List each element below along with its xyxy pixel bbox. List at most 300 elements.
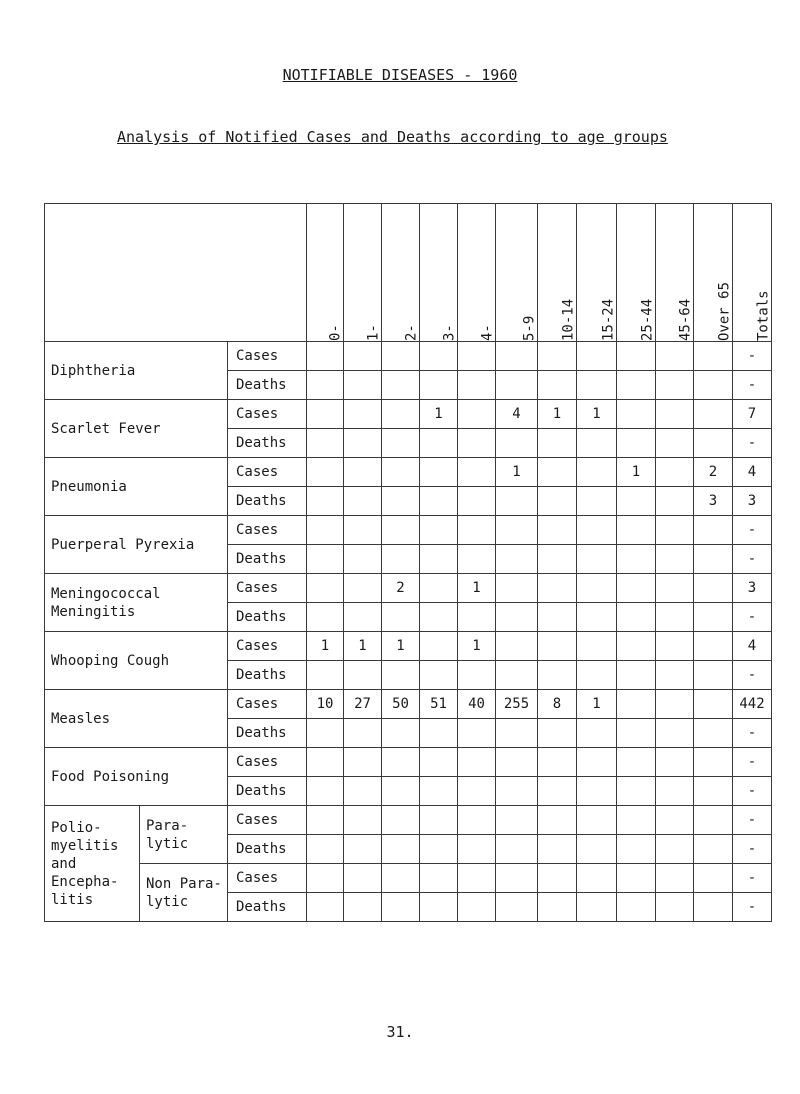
value-cell <box>307 603 344 632</box>
value-cell <box>656 748 694 777</box>
value-cell <box>496 516 538 545</box>
age-group-header-0 <box>307 204 344 342</box>
value-cell <box>382 835 420 864</box>
value-cell <box>344 429 382 458</box>
value-cell <box>307 458 344 487</box>
value-cell <box>617 864 656 893</box>
row-kind-label: Deaths <box>228 777 307 806</box>
value-cell <box>458 748 496 777</box>
total-cell: 4 <box>733 458 772 487</box>
value-cell <box>344 603 382 632</box>
value-cell <box>617 893 656 922</box>
value-cell <box>538 632 577 661</box>
value-cell <box>656 400 694 429</box>
value-cell <box>656 835 694 864</box>
value-cell <box>496 487 538 516</box>
age-group-header-4 <box>458 204 496 342</box>
value-cell <box>344 806 382 835</box>
table-row-scarlet-fever-cases <box>45 400 772 429</box>
total-cell: - <box>733 516 772 545</box>
value-cell: 1 <box>307 632 344 661</box>
value-cell <box>382 400 420 429</box>
value-cell <box>307 574 344 603</box>
value-cell: 2 <box>382 574 420 603</box>
value-cell <box>496 545 538 574</box>
value-cell <box>538 893 577 922</box>
value-cell <box>382 603 420 632</box>
age-group-label: 1- <box>365 324 382 341</box>
value-cell <box>496 661 538 690</box>
value-cell <box>656 893 694 922</box>
value-cell <box>382 516 420 545</box>
notifiable-diseases-table <box>44 203 772 922</box>
value-cell <box>458 777 496 806</box>
value-cell <box>694 545 733 574</box>
value-cell <box>458 603 496 632</box>
age-group-header-over-65 <box>694 204 733 342</box>
total-cell: 3 <box>733 574 772 603</box>
disease-name: Meningococcal Meningitis <box>45 574 228 632</box>
disease-name: Polio- myelitis and Encepha- litis <box>45 806 140 922</box>
disease-name: Diphtheria <box>45 342 228 400</box>
value-cell <box>617 777 656 806</box>
value-cell <box>538 835 577 864</box>
value-cell <box>382 864 420 893</box>
total-cell: 7 <box>733 400 772 429</box>
value-cell <box>458 835 496 864</box>
value-cell <box>382 719 420 748</box>
value-cell <box>577 545 617 574</box>
table-row-puerperal-pyrexia-cases <box>45 516 772 545</box>
value-cell <box>344 487 382 516</box>
age-group-header-3 <box>420 204 458 342</box>
value-cell <box>577 603 617 632</box>
value-cell: 1 <box>496 458 538 487</box>
value-cell <box>344 342 382 371</box>
value-cell <box>420 603 458 632</box>
age-group-label: 4- <box>479 324 496 341</box>
value-cell: 4 <box>496 400 538 429</box>
value-cell <box>617 574 656 603</box>
value-cell <box>617 429 656 458</box>
value-cell <box>538 458 577 487</box>
value-cell <box>458 487 496 516</box>
value-cell <box>656 661 694 690</box>
value-cell <box>382 487 420 516</box>
value-cell <box>420 777 458 806</box>
row-kind-label: Cases <box>228 458 307 487</box>
value-cell <box>458 719 496 748</box>
total-cell: - <box>733 806 772 835</box>
total-cell: - <box>733 748 772 777</box>
value-cell: 27 <box>344 690 382 719</box>
age-group-label: Totals <box>755 290 772 341</box>
age-group-label: 45-64 <box>677 298 694 341</box>
age-group-header-1 <box>344 204 382 342</box>
value-cell <box>617 835 656 864</box>
total-cell: - <box>733 864 772 893</box>
value-cell <box>307 777 344 806</box>
page-number: 31. <box>386 1023 414 1041</box>
value-cell <box>496 371 538 400</box>
value-cell <box>538 545 577 574</box>
value-cell <box>307 864 344 893</box>
value-cell <box>577 458 617 487</box>
value-cell <box>694 777 733 806</box>
value-cell <box>496 835 538 864</box>
value-cell <box>307 719 344 748</box>
age-group-header-25-44 <box>617 204 656 342</box>
value-cell <box>344 371 382 400</box>
row-kind-label: Deaths <box>228 487 307 516</box>
value-cell <box>496 574 538 603</box>
row-kind-label: Cases <box>228 690 307 719</box>
value-cell <box>307 835 344 864</box>
row-kind-label: Cases <box>228 574 307 603</box>
value-cell <box>344 748 382 777</box>
value-cell <box>420 516 458 545</box>
disease-name: Puerperal Pyrexia <box>45 516 228 574</box>
value-cell <box>577 574 617 603</box>
value-cell <box>420 574 458 603</box>
value-cell <box>420 342 458 371</box>
value-cell <box>420 458 458 487</box>
value-cell <box>577 806 617 835</box>
total-cell: 3 <box>733 487 772 516</box>
value-cell: 51 <box>420 690 458 719</box>
row-kind-label: Deaths <box>228 893 307 922</box>
value-cell <box>420 487 458 516</box>
value-cell <box>577 661 617 690</box>
value-cell: 255 <box>496 690 538 719</box>
row-kind-label: Deaths <box>228 545 307 574</box>
age-group-label: 5-9 <box>521 315 538 341</box>
total-cell: - <box>733 545 772 574</box>
value-cell <box>458 893 496 922</box>
value-cell <box>694 632 733 661</box>
value-cell <box>656 487 694 516</box>
row-kind-label: Cases <box>228 400 307 429</box>
value-cell <box>538 864 577 893</box>
value-cell <box>307 893 344 922</box>
value-cell: 1 <box>420 400 458 429</box>
value-cell <box>694 371 733 400</box>
value-cell <box>577 748 617 777</box>
value-cell <box>656 603 694 632</box>
table-row-polio-non-para-lytic-cases <box>45 864 772 893</box>
value-cell <box>617 400 656 429</box>
row-kind-label: Cases <box>228 632 307 661</box>
age-group-header-5-9 <box>496 204 538 342</box>
table-row-polio-para-lytic-cases <box>45 806 772 835</box>
value-cell <box>694 690 733 719</box>
value-cell: 10 <box>307 690 344 719</box>
value-cell: 50 <box>382 690 420 719</box>
value-cell <box>382 371 420 400</box>
total-cell: - <box>733 777 772 806</box>
value-cell <box>496 777 538 806</box>
value-cell <box>617 806 656 835</box>
value-cell <box>656 371 694 400</box>
value-cell <box>344 719 382 748</box>
value-cell: 1 <box>577 400 617 429</box>
value-cell <box>656 516 694 545</box>
value-cell <box>617 516 656 545</box>
disease-name: Scarlet Fever <box>45 400 228 458</box>
value-cell <box>496 342 538 371</box>
total-cell: - <box>733 429 772 458</box>
value-cell <box>344 864 382 893</box>
disease-name: Whooping Cough <box>45 632 228 690</box>
value-cell <box>656 864 694 893</box>
value-cell <box>496 864 538 893</box>
value-cell <box>420 429 458 458</box>
row-kind-label: Deaths <box>228 661 307 690</box>
value-cell: 2 <box>694 458 733 487</box>
polio-subgroup-name: Non Para- lytic <box>140 864 228 922</box>
value-cell <box>307 516 344 545</box>
value-cell <box>577 371 617 400</box>
row-kind-label: Cases <box>228 342 307 371</box>
value-cell: 1 <box>344 632 382 661</box>
value-cell <box>656 458 694 487</box>
value-cell <box>382 458 420 487</box>
value-cell <box>538 516 577 545</box>
value-cell <box>538 719 577 748</box>
value-cell: 8 <box>538 690 577 719</box>
table-row-pneumonia-cases <box>45 458 772 487</box>
page-title: NOTIFIABLE DISEASES - 1960 <box>282 66 518 84</box>
value-cell <box>694 835 733 864</box>
value-cell <box>382 777 420 806</box>
value-cell <box>577 777 617 806</box>
table-row-measles-cases <box>45 690 772 719</box>
age-group-label: 2- <box>403 324 420 341</box>
total-cell: 442 <box>733 690 772 719</box>
value-cell <box>344 574 382 603</box>
age-group-header-15-24 <box>577 204 617 342</box>
value-cell: 1 <box>458 574 496 603</box>
header-disease-blank <box>45 204 307 342</box>
value-cell <box>656 429 694 458</box>
value-cell <box>656 690 694 719</box>
value-cell: 1 <box>617 458 656 487</box>
value-cell <box>577 487 617 516</box>
value-cell <box>458 545 496 574</box>
value-cell <box>617 603 656 632</box>
value-cell <box>420 835 458 864</box>
value-cell <box>496 719 538 748</box>
total-cell: - <box>733 661 772 690</box>
value-cell <box>307 487 344 516</box>
value-cell <box>694 400 733 429</box>
value-cell <box>382 661 420 690</box>
value-cell <box>656 777 694 806</box>
value-cell <box>694 893 733 922</box>
value-cell <box>694 429 733 458</box>
table-row-whooping-cough-cases <box>45 632 772 661</box>
value-cell <box>382 893 420 922</box>
value-cell <box>617 545 656 574</box>
value-cell <box>577 893 617 922</box>
value-cell <box>307 545 344 574</box>
value-cell <box>458 429 496 458</box>
value-cell <box>382 545 420 574</box>
value-cell <box>458 342 496 371</box>
value-cell <box>656 632 694 661</box>
header-row <box>45 204 772 342</box>
total-cell: - <box>733 893 772 922</box>
value-cell <box>577 864 617 893</box>
value-cell <box>656 545 694 574</box>
age-group-label: 25-44 <box>639 298 656 341</box>
value-cell <box>538 661 577 690</box>
value-cell <box>458 661 496 690</box>
value-cell <box>420 545 458 574</box>
value-cell <box>458 516 496 545</box>
disease-name: Measles <box>45 690 228 748</box>
value-cell <box>458 864 496 893</box>
value-cell: 40 <box>458 690 496 719</box>
value-cell <box>577 719 617 748</box>
row-kind-label: Deaths <box>228 603 307 632</box>
value-cell <box>496 893 538 922</box>
page-subtitle: Analysis of Notified Cases and Deaths according to age groups <box>117 128 668 146</box>
value-cell <box>382 748 420 777</box>
value-cell <box>420 719 458 748</box>
value-cell: 1 <box>458 632 496 661</box>
row-kind-label: Deaths <box>228 371 307 400</box>
value-cell <box>538 806 577 835</box>
age-group-label: 3- <box>441 324 458 341</box>
value-cell <box>694 603 733 632</box>
value-cell <box>382 342 420 371</box>
value-cell <box>344 835 382 864</box>
value-cell <box>382 429 420 458</box>
value-cell <box>577 342 617 371</box>
value-cell <box>538 342 577 371</box>
value-cell <box>538 487 577 516</box>
table-row-diphtheria-cases <box>45 342 772 371</box>
value-cell <box>538 748 577 777</box>
value-cell <box>307 400 344 429</box>
value-cell <box>458 371 496 400</box>
value-cell <box>656 719 694 748</box>
value-cell <box>694 719 733 748</box>
value-cell <box>577 632 617 661</box>
age-group-label: 0- <box>327 324 344 341</box>
value-cell <box>617 748 656 777</box>
row-kind-label: Deaths <box>228 835 307 864</box>
value-cell <box>496 632 538 661</box>
value-cell <box>344 545 382 574</box>
value-cell <box>538 574 577 603</box>
table-row-food-poisoning-cases <box>45 748 772 777</box>
value-cell <box>496 429 538 458</box>
total-cell: - <box>733 342 772 371</box>
value-cell <box>656 806 694 835</box>
value-cell <box>420 371 458 400</box>
row-kind-label: Deaths <box>228 429 307 458</box>
value-cell <box>617 719 656 748</box>
value-cell <box>656 574 694 603</box>
value-cell <box>694 661 733 690</box>
disease-name: Pneumonia <box>45 458 228 516</box>
value-cell <box>307 371 344 400</box>
total-cell: - <box>733 719 772 748</box>
value-cell <box>656 342 694 371</box>
value-cell <box>458 806 496 835</box>
value-cell: 1 <box>577 690 617 719</box>
value-cell <box>694 574 733 603</box>
age-group-label: Over 65 <box>716 281 733 341</box>
value-cell <box>420 893 458 922</box>
row-kind-label: Cases <box>228 806 307 835</box>
row-kind-label: Cases <box>228 748 307 777</box>
value-cell <box>496 603 538 632</box>
value-cell <box>307 661 344 690</box>
value-cell: 1 <box>538 400 577 429</box>
value-cell <box>420 748 458 777</box>
value-cell <box>617 342 656 371</box>
value-cell <box>458 400 496 429</box>
polio-subgroup-name: Para- lytic <box>140 806 228 864</box>
value-cell <box>577 429 617 458</box>
value-cell <box>694 342 733 371</box>
value-cell <box>538 777 577 806</box>
age-group-label: 10-14 <box>560 298 577 341</box>
age-group-header-10-14 <box>538 204 577 342</box>
value-cell <box>694 516 733 545</box>
value-cell <box>307 748 344 777</box>
value-cell <box>344 893 382 922</box>
age-group-header-2 <box>382 204 420 342</box>
value-cell <box>538 429 577 458</box>
row-kind-label: Cases <box>228 516 307 545</box>
value-cell <box>496 806 538 835</box>
value-cell <box>307 806 344 835</box>
value-cell <box>458 458 496 487</box>
value-cell <box>344 661 382 690</box>
value-cell <box>617 487 656 516</box>
disease-name: Food Poisoning <box>45 748 228 806</box>
table-row-meningococcal-meningitis-cases <box>45 574 772 603</box>
value-cell <box>307 342 344 371</box>
value-cell: 1 <box>382 632 420 661</box>
value-cell <box>538 603 577 632</box>
value-cell <box>307 429 344 458</box>
value-cell <box>694 806 733 835</box>
value-cell <box>420 806 458 835</box>
value-cell <box>344 458 382 487</box>
total-cell: - <box>733 835 772 864</box>
total-cell: - <box>733 371 772 400</box>
value-cell <box>694 748 733 777</box>
age-group-header-45-64 <box>656 204 694 342</box>
value-cell <box>420 632 458 661</box>
value-cell <box>617 661 656 690</box>
value-cell <box>617 371 656 400</box>
value-cell <box>344 777 382 806</box>
value-cell <box>344 516 382 545</box>
total-cell: 4 <box>733 632 772 661</box>
value-cell <box>420 864 458 893</box>
row-kind-label: Cases <box>228 864 307 893</box>
value-cell <box>577 835 617 864</box>
age-group-header-totals <box>733 204 772 342</box>
value-cell <box>382 806 420 835</box>
value-cell <box>538 371 577 400</box>
